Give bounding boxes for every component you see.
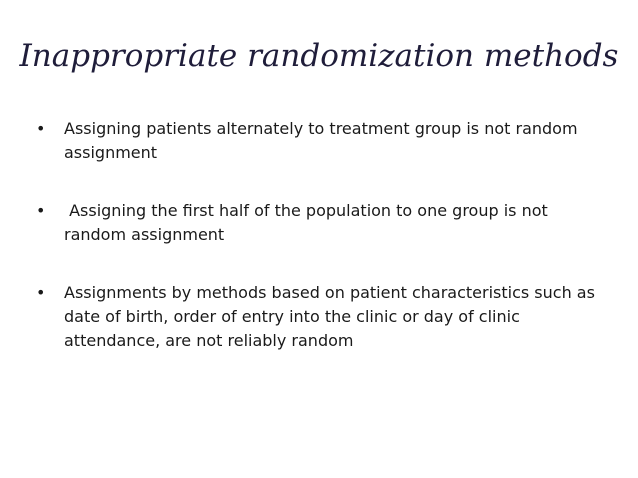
bullet-dot-icon: • bbox=[36, 283, 46, 302]
bullet-item bbox=[36, 117, 596, 165]
bullet-list bbox=[36, 117, 596, 353]
bullet-item bbox=[36, 199, 596, 247]
bullet-dot-icon: • bbox=[36, 201, 46, 220]
bullet-text: Assigning the first half of the population to one group is not random assignment bbox=[64, 201, 548, 244]
bullet-dot-icon: • bbox=[36, 119, 46, 138]
slide-title: Inappropriate randomization methods bbox=[19, 38, 619, 74]
bullet-item bbox=[36, 281, 596, 353]
bullet-text: Assigning patients alternately to treatment group is not random assignment bbox=[64, 119, 578, 162]
bullet-text: Assignments by methods based on patient characteristics such as date of birth, order of entry into the clinic or day of clinic attendance, are not reliably random bbox=[64, 283, 595, 350]
